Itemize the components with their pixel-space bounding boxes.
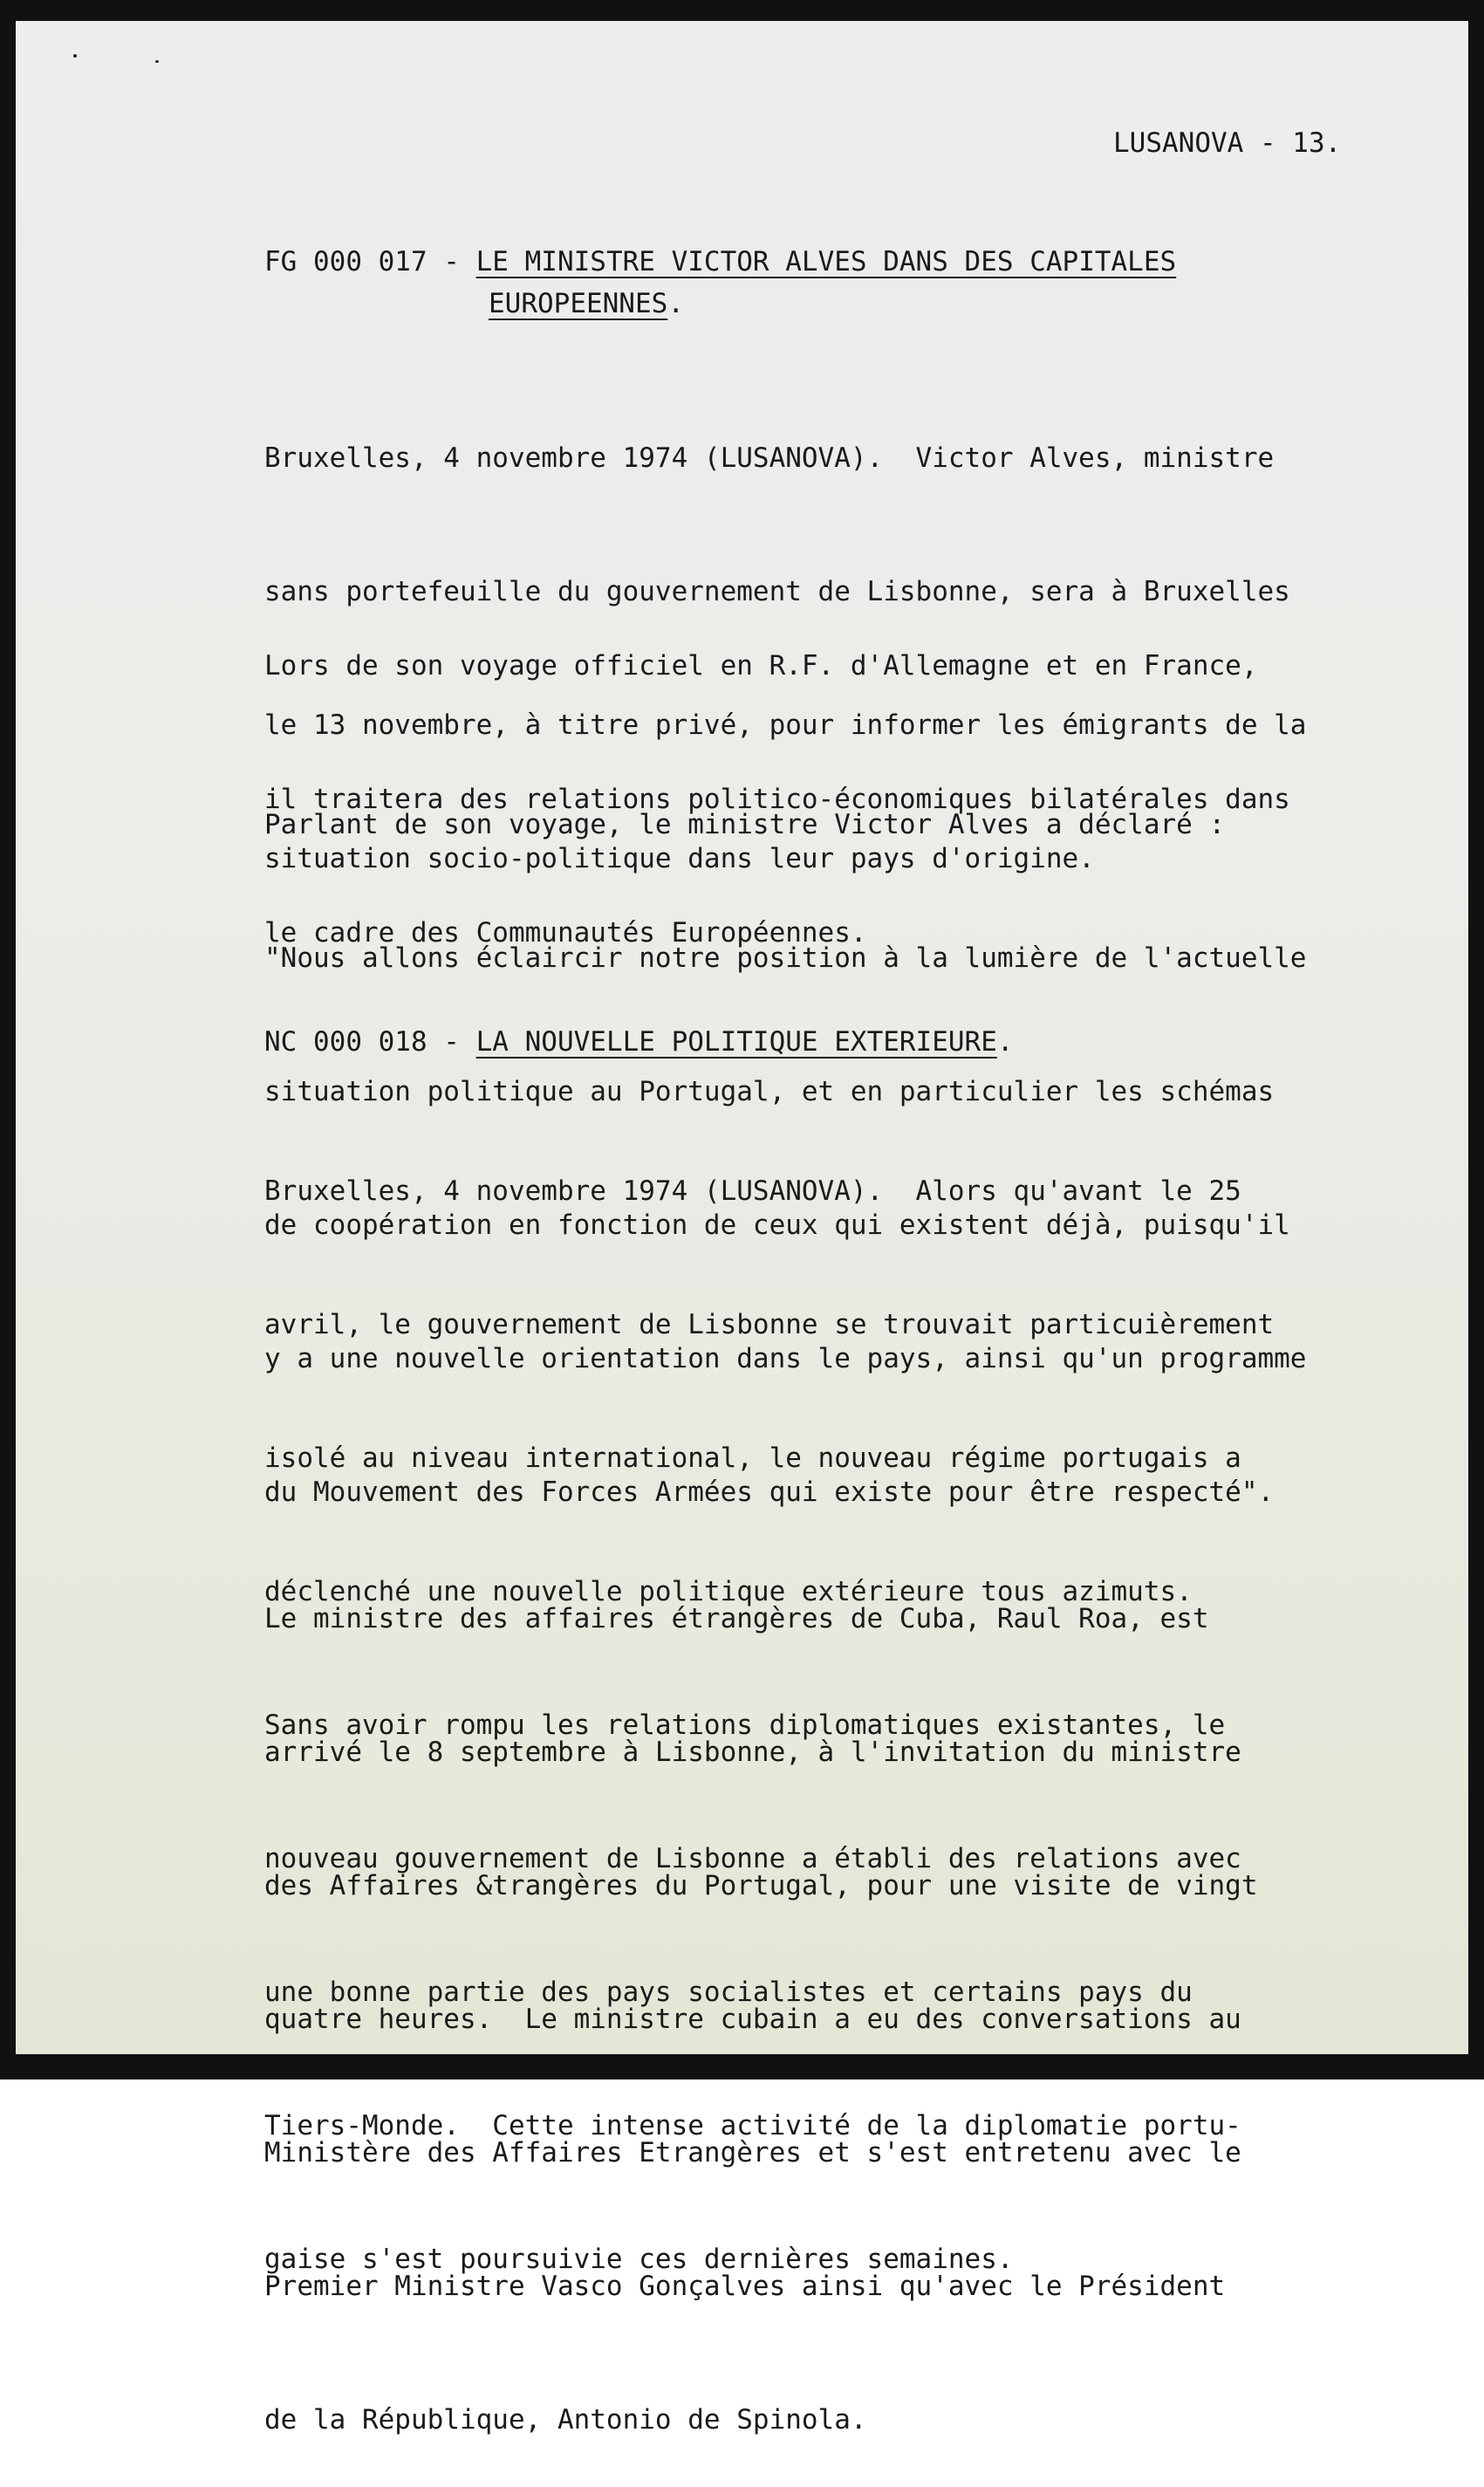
text-line: du Mouvement des Forces Armées qui existe pour être respecté". — [264, 1476, 1275, 1508]
text-line: il traitera des relations politico-économiques bilatérales dans — [264, 784, 1290, 815]
text-line: Bruxelles, 4 novembre 1974 (LUSANOVA). Victor Alves, ministre — [264, 442, 1275, 474]
text-line: des Affaires &trangères du Portugal, pour une visite de vingt — [264, 1870, 1258, 1901]
text-line: Bruxelles, 4 novembre 1974 (LUSANOVA). Alors qu'avant le 25 — [264, 1175, 1241, 1207]
text-line: Tiers-Monde. Cette intense activité de la diplomatie portu- — [264, 2110, 1241, 2141]
text-line: le 13 novembre, à titre privé, pour informer les émigrants de la — [264, 709, 1307, 741]
item-title-continued — [489, 288, 684, 319]
text-line: Premier Ministre Vasco Gonçalves ainsi qu'avec le Président — [264, 2271, 1226, 2302]
text-line: isolé au niveau international, le nouveau régime portugais a — [264, 1442, 1241, 1474]
text-line: une bonne partie des pays socialistes et certains pays du — [264, 1977, 1193, 2008]
text-line: avril, le gouvernement de Lisbonne se trouvait particuièrement — [264, 1309, 1275, 1340]
text-line: y a une nouvelle orientation dans le pays, ainsi qu'un programme — [264, 1343, 1307, 1374]
text-line: arrivé le 8 septembre à Lisbonne, à l'invitation du ministre — [264, 1737, 1241, 1768]
running-head: LUSANOVA - 13. — [1113, 127, 1342, 159]
item-code: NC 000 018 - — [264, 1026, 476, 1058]
item-heading — [264, 246, 1176, 277]
text-line: "Nous allons éclaircir notre position à la lumière de l'actuelle — [264, 942, 1307, 974]
text-line: Sans avoir rompu les relations diplomatiques existantes, le — [264, 1709, 1226, 1741]
text-line: situation politique au Portugal, et en particulier les schémas — [264, 1076, 1275, 1107]
item-title-end: . — [996, 1026, 1014, 1058]
text-line: Lors de son voyage officiel en R.F. d'Allemagne et en France, — [264, 650, 1258, 682]
item-code: FG 000 017 - — [264, 246, 476, 277]
dust-speck — [155, 60, 159, 63]
item-title-end: . — [667, 288, 684, 319]
text-line: déclenché une nouvelle politique extérieure tous azimuts. — [264, 1576, 1193, 1607]
text-line: nouveau gouvernement de Lisbonne a établi des relations avec — [264, 1843, 1241, 1874]
paragraph — [264, 1508, 1257, 2487]
text-line: gaise s'est poursuivie ces dernières semaines. — [264, 2244, 1014, 2275]
text-line: Le ministre des affaires étrangères de Cuba, Raul Roa, est — [264, 1603, 1209, 1634]
text-line: de coopération en fonction de ceux qui existent déjà, puisqu'il — [264, 1209, 1290, 1241]
item-title-line2: EUROPEENNES — [489, 288, 668, 319]
text-line: sans portefeuille du gouvernement de Lisbonne, sera à Bruxelles — [264, 576, 1290, 607]
text-line: situation socio-politique dans leur pays d'origine. — [264, 843, 1095, 874]
text-line: Parlant de son voyage, le ministre Victor Alves a déclaré : — [264, 809, 1226, 840]
text-line: Ministère des Affaires Etrangères et s'est entretenu avec le — [264, 2137, 1241, 2168]
text-line: le cadre des Communautés Européennes. — [264, 917, 867, 949]
dust-speck — [73, 54, 77, 58]
item-heading — [264, 1026, 1014, 1058]
text-line: de la République, Antonio de Spinola. — [264, 2404, 867, 2436]
item-title: LA NOUVELLE POLITIQUE EXTERIEURE — [475, 1026, 997, 1058]
text-line: quatre heures. Le ministre cubain a eu des conversations au — [264, 2004, 1241, 2035]
item-title: LE MINISTRE VICTOR ALVES DANS DES CAPITALES — [475, 246, 1177, 277]
